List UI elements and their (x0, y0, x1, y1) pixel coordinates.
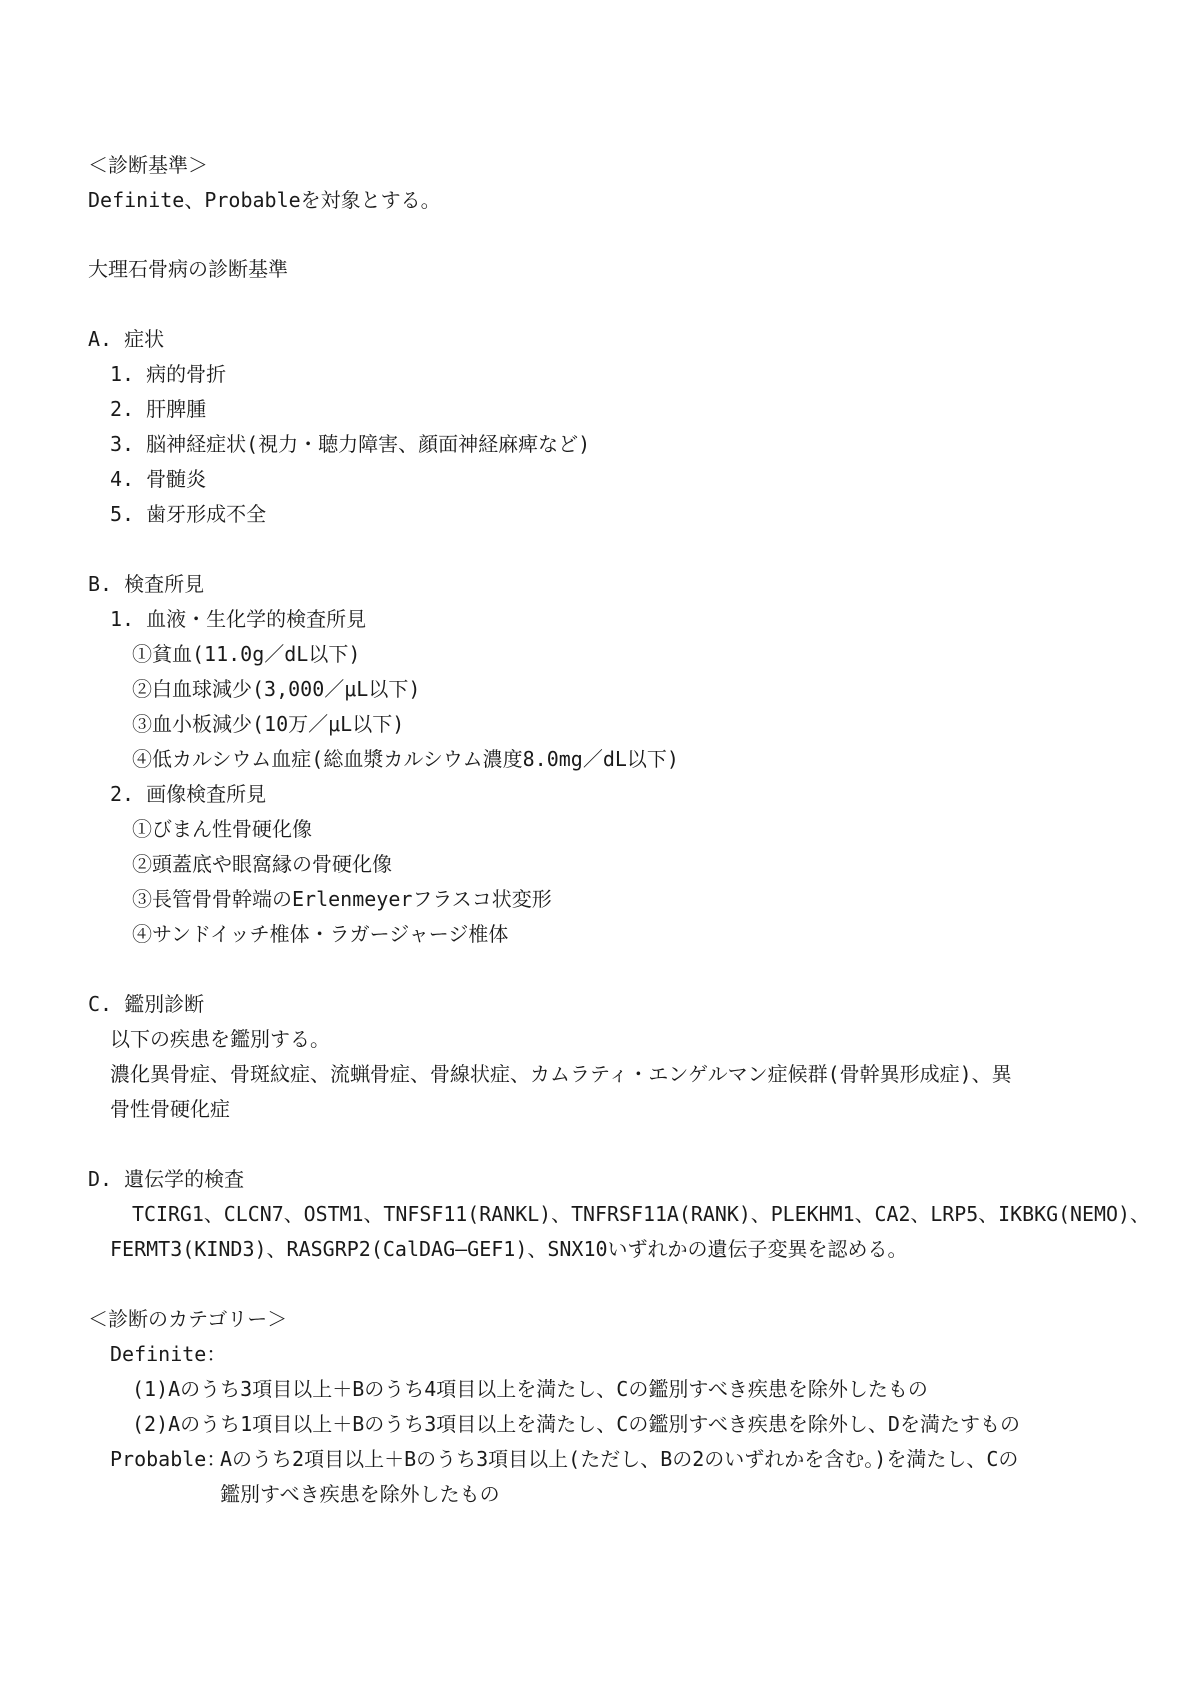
section-d-heading: D. 遺伝学的検査 (88, 1167, 245, 1191)
section-a-heading: A. 症状 (88, 327, 165, 351)
definite-item: (1)Aのうち3項目以上＋Bのうち4項目以上を満たし、Cの鑑別すべき疾患を除外したもの (132, 1377, 928, 1401)
section-b-sub2-item: ①びまん性骨硬化像 (132, 817, 312, 841)
probable-line: 鑑別すべき疾患を除外したもの (220, 1482, 500, 1506)
probable-line: Aのうち2項目以上＋Bのうち3項目以上(ただし、Bの2のいずれかを含む。)を満たし、Cの (220, 1447, 1019, 1471)
section-b-sub2-item: ④サンドイッチ椎体・ラガージャージ椎体 (132, 922, 509, 946)
definite-item: (2)Aのうち1項目以上＋Bのうち3項目以上を満たし、Cの鑑別すべき疾患を除外し、Dを満たすもの (132, 1412, 1020, 1436)
section-b-heading: B. 検査所見 (88, 572, 205, 596)
section-a-item: 4. 骨髄炎 (110, 467, 207, 491)
probable-label: Probable： (110, 1447, 227, 1471)
section-c-line: 骨性骨硬化症 (110, 1097, 230, 1121)
definite-label: Definite： (110, 1342, 227, 1366)
section-c-line: 以下の疾患を鑑別する。 (110, 1027, 330, 1051)
section-b-sub1-item: ②白血球減少(3,000／μL以下) (132, 677, 421, 701)
section-a-item: 1. 病的骨折 (110, 362, 227, 386)
section-b-sub2-heading: 2. 画像検査所見 (110, 782, 267, 806)
section-c-heading: C. 鑑別診断 (88, 992, 205, 1016)
section-b-sub1-item: ④低カルシウム血症(総血漿カルシウム濃度8.0mg／dL以下) (132, 747, 679, 771)
section-a-item: 3. 脳神経症状(視力・聴力障害、顔面神経麻痺など) (110, 432, 591, 456)
section-a-item: 5. 歯牙形成不全 (110, 502, 267, 526)
section-b-sub1-item: ③血小板減少(10万／μL以下) (132, 712, 405, 736)
section-c-line: 濃化異骨症、骨斑紋症、流蝋骨症、骨線状症、カムラティ・エンゲルマン症候群(骨幹異形成症)、異 (110, 1062, 1012, 1086)
section-d-line: FERMT3(KIND3)、RASGRP2(CalDAG—GEF1)、SNX10いずれかの遺伝子変異を認める。 (110, 1237, 908, 1261)
main-title: 大理石骨病の診断基準 (88, 257, 288, 281)
criteria-heading: ＜診断基準＞ (88, 153, 208, 177)
section-b-sub2-item: ③長管骨骨幹端のErlenmeyerフラスコ状変形 (132, 887, 552, 911)
section-b-sub1-heading: 1. 血液・生化学的検査所見 (110, 607, 367, 631)
target-note: Definite、Probableを対象とする。 (88, 188, 441, 212)
category-heading: ＜診断のカテゴリー＞ (88, 1307, 288, 1331)
section-d-line: TCIRG1、CLCN7、OSTM1、TNFSF11(RANKL)、TNFRSF11A(RANK)、PLEKHM1、CA2、LRP5、IKBKG(NEMO)、 (132, 1202, 1150, 1226)
section-a-item: 2. 肝脾腫 (110, 397, 207, 421)
section-b-sub2-item: ②頭蓋底や眼窩縁の骨硬化像 (132, 852, 392, 876)
section-b-sub1-item: ①貧血(11.0g／dL以下) (132, 642, 361, 666)
